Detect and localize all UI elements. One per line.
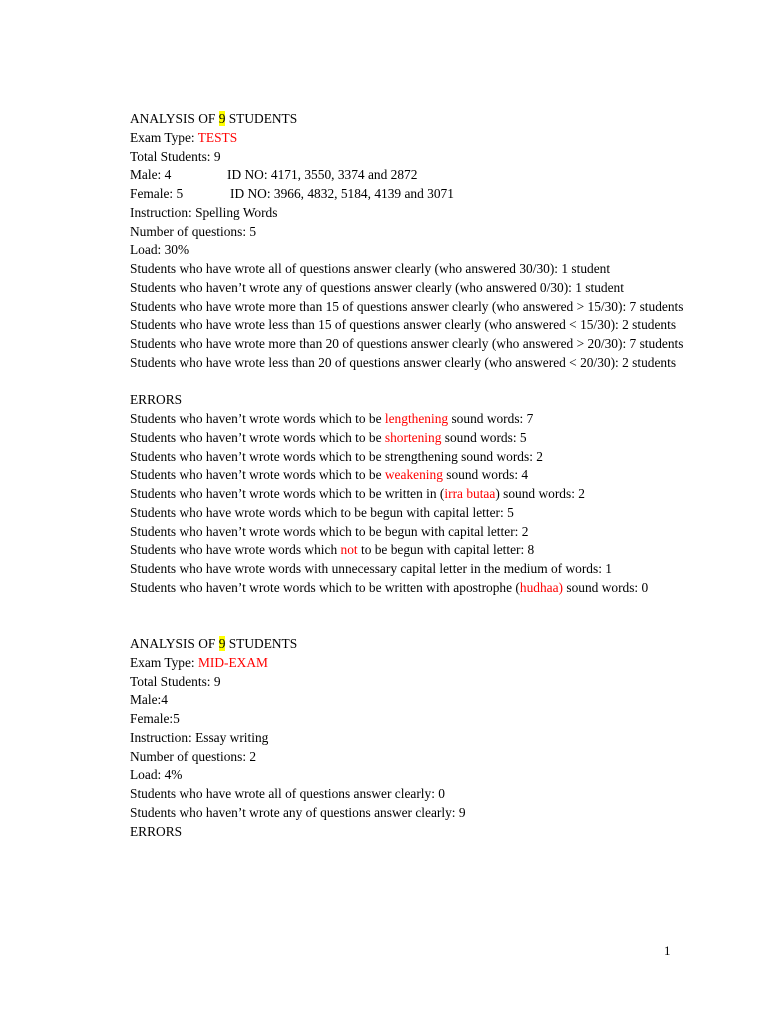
- instruction: Instruction: Essay writing: [130, 729, 269, 745]
- errors-heading: ERRORS: [130, 823, 183, 839]
- error-text: to be begun with capital letter: 8: [357, 542, 535, 558]
- male-count: Male: 4: [130, 167, 172, 183]
- stat-line: Students who have wrote all of questions answer clearly: 0: [130, 786, 445, 801]
- stat-line: Students who have wrote more than 20 of questions answer clearly (who answered > 20/30): 7 students: [130, 336, 684, 351]
- error-emphasis: irra butaa: [444, 486, 496, 501]
- error-line: Students who have wrote words which to be begun with capital letter: 5: [130, 504, 514, 520]
- load: Load: 30%: [130, 242, 190, 258]
- load: Load: 4%: [130, 767, 183, 783]
- female-row: [130, 185, 730, 204]
- stat-line: Students who haven’t wrote any of questions answer clearly: 9: [130, 804, 466, 820]
- error-emphasis: not: [340, 542, 358, 558]
- spacer: [130, 373, 730, 392]
- highlighted-count: 9: [218, 636, 226, 651]
- error-line: Students who haven’t wrote words which to be strengthening sound words: 2: [130, 448, 543, 464]
- exam-type: [130, 654, 730, 673]
- error-line: Students who have wrote words with unnecessary capital letter in the medium of words: 1: [130, 561, 612, 576]
- stat-line: Students who have wrote more than 15 of questions answer clearly (who answered > 15/30): 7 students: [130, 298, 684, 314]
- stat-line: Students who have wrote less than 15 of questions answer clearly (who answered < 15/30): 2 students: [130, 317, 677, 333]
- female-count: Female:5: [130, 711, 180, 726]
- title-text: STUDENTS: [225, 636, 298, 651]
- section-title: [130, 635, 730, 654]
- document-page: [130, 110, 730, 841]
- error-text: sound words: 0: [563, 579, 649, 595]
- female-ids: ID NO: 3966, 4832, 5184, 4139 and 3071: [230, 186, 454, 201]
- error-emphasis: lengthening: [384, 411, 449, 426]
- male-row: [130, 166, 730, 185]
- error-text: sound words: 7: [448, 411, 534, 426]
- total-students: Total Students: 9: [130, 148, 221, 164]
- highlighted-count: 9: [218, 111, 226, 126]
- instruction: Instruction: Spelling Words: [130, 204, 278, 220]
- title-text: ANALYSIS OF: [130, 111, 219, 126]
- page-number: 1: [664, 943, 671, 958]
- exam-type-label: Exam Type:: [130, 129, 198, 145]
- exam-type-value: TESTS: [197, 129, 238, 145]
- exam-type: [130, 129, 730, 148]
- error-text: Students who haven’t wrote words which to be: [130, 467, 385, 483]
- stat-line: Students who have wrote all of questions answer clearly (who answered 30/30): 1 student: [130, 261, 611, 276]
- spacer: [130, 598, 730, 636]
- female-count: Female: 5: [130, 186, 184, 201]
- error-text: sound words: 4: [442, 467, 529, 483]
- error-line: [130, 485, 730, 504]
- error-emphasis: weakening: [384, 467, 443, 483]
- error-emphasis: shortening: [384, 429, 442, 445]
- number-of-questions: Number of questions: 5: [130, 223, 257, 239]
- error-line: [130, 429, 730, 448]
- number-of-questions: Number of questions: 2: [130, 748, 257, 764]
- section-title: [130, 110, 730, 129]
- errors-heading: ERRORS: [130, 392, 183, 408]
- title-text: ANALYSIS OF: [130, 636, 219, 651]
- stat-line: Students who have wrote less than 20 of questions answer clearly (who answered < 20/30): 2 students: [130, 354, 677, 370]
- male-count: Male:4: [130, 692, 168, 708]
- exam-type-label: Exam Type:: [130, 654, 198, 670]
- error-emphasis: hudhaa): [519, 579, 564, 595]
- total-students: Total Students: 9: [130, 673, 221, 689]
- error-line: Students who haven’t wrote words which to be begun with capital letter: 2: [130, 523, 529, 539]
- stat-line: Students who haven’t wrote any of questions answer clearly (who answered 0/30): 1 student: [130, 279, 624, 295]
- error-text: Students who haven’t wrote words which to be written in (: [130, 486, 445, 501]
- error-text: Students who have wrote words which: [130, 542, 341, 558]
- male-ids: ID NO: 4171, 3550, 3374 and 2872: [227, 167, 418, 183]
- exam-type-value: MID-EXAM: [198, 654, 268, 670]
- error-line: [130, 541, 730, 560]
- error-text: Students who haven’t wrote words which to be: [130, 429, 385, 445]
- error-text: sound words: 5: [441, 429, 527, 445]
- error-text: Students who haven’t wrote words which to be written with apostrophe (: [130, 579, 520, 595]
- error-line: [130, 579, 730, 598]
- error-line: [130, 466, 730, 485]
- title-text: STUDENTS: [225, 111, 298, 126]
- error-text: Students who haven’t wrote words which to be: [130, 411, 385, 426]
- error-line: [130, 410, 730, 429]
- error-text: ) sound words: 2: [495, 486, 585, 501]
